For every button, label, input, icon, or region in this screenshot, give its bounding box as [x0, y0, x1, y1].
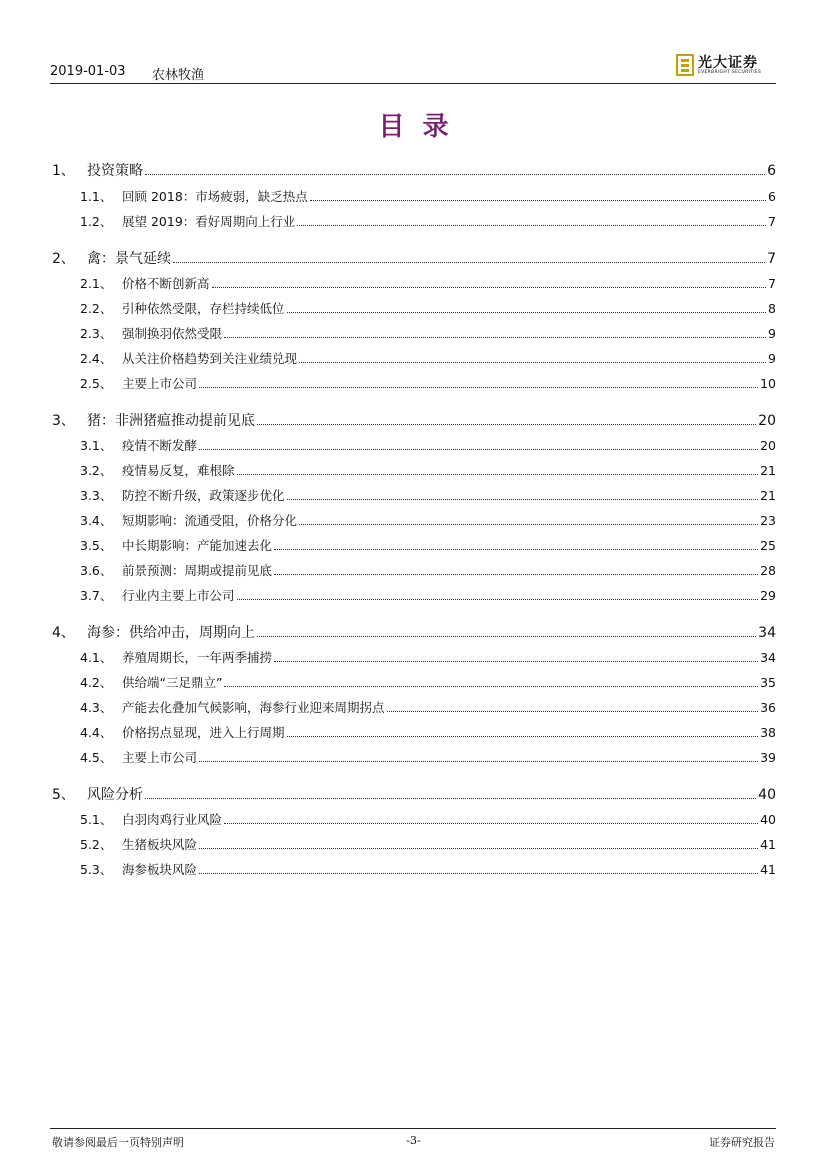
toc-subsection[interactable]: [80, 187, 776, 205]
everbright-logo: [676, 52, 776, 82]
toc-subsection[interactable]: [80, 810, 776, 828]
toc-entry-number: 4.2、: [80, 675, 113, 690]
everbright-logo-icon: [676, 54, 694, 76]
toc-leader-dots: [237, 474, 759, 475]
toc-entry-title: 疫情不断发酵: [122, 438, 198, 453]
toc-entry-page: 28: [760, 563, 776, 578]
toc-entry-number: 3.3、: [80, 488, 113, 503]
toc-leader-dots: [274, 549, 758, 550]
toc-entry-number: 2.4、: [80, 351, 113, 366]
toc-entry-number: 5.1、: [80, 812, 113, 827]
toc-entry-number: 5.3、: [80, 862, 113, 877]
toc-entry-number: 1.1、: [80, 189, 113, 204]
toc-entry-number: 3.1、: [80, 438, 113, 453]
toc-entry-title: 海参板块风险: [122, 862, 198, 877]
toc-entry-page: 20: [758, 413, 776, 429]
toc-entry-number: 2.2、: [80, 301, 113, 316]
toc-entry-title: 展望 2019：看好周期向上行业: [122, 214, 296, 229]
toc-subsection[interactable]: [80, 511, 776, 529]
logo-chinese-name: 光大证券: [698, 55, 758, 71]
toc-leader-dots: [145, 798, 756, 799]
toc-entry-title: 供给端“三足鼎立”: [122, 675, 223, 690]
toc-entry-title: 主要上市公司: [122, 750, 198, 765]
toc-entry-title: 疫情易反复，难根除: [122, 463, 235, 478]
toc-leader-dots: [224, 823, 758, 824]
toc-entry-title: 产能去化叠加气候影响，海参行业迎来周期拐点: [122, 700, 385, 715]
toc-leader-dots: [299, 524, 758, 525]
toc-entry-page: 21: [760, 463, 776, 478]
toc-leader-dots: [287, 499, 759, 500]
toc-entry-number: 5、: [52, 787, 75, 803]
page-header: [50, 55, 776, 84]
toc-leader-dots: [237, 599, 759, 600]
toc-entry-title: 价格拐点显现，进入上行周期: [122, 725, 285, 740]
toc-subsection[interactable]: [80, 835, 776, 853]
toc-subsection[interactable]: [80, 274, 776, 292]
toc-entry-page: 34: [760, 650, 776, 665]
toc-entry-number: 3.4、: [80, 513, 113, 528]
toc-entry-page: 29: [760, 588, 776, 603]
toc-leader-dots: [199, 761, 758, 762]
toc-entry-title: 投资策略: [87, 163, 143, 179]
toc-leader-dots: [199, 449, 758, 450]
toc-leader-dots: [287, 736, 759, 737]
toc-leader-dots: [287, 312, 767, 313]
footer-divider: [50, 1128, 776, 1129]
toc-subsection[interactable]: [80, 723, 776, 741]
toc-entry-title: 主要上市公司: [122, 376, 198, 391]
toc-section[interactable]: [52, 410, 776, 430]
toc-entry-page: 7: [767, 251, 776, 267]
header-divider: [50, 83, 776, 84]
toc-subsection[interactable]: [80, 673, 776, 691]
toc-section[interactable]: [52, 622, 776, 642]
toc-section[interactable]: [52, 248, 776, 268]
toc-entry-number: 1、: [52, 163, 75, 179]
footer-disclaimer: 敬请参阅最后一页特别声明: [52, 1136, 184, 1149]
logo-english-name: EVERBRIGHT SECURITIES: [698, 70, 762, 75]
toc-section[interactable]: [52, 784, 776, 804]
toc-entry-number: 3.6、: [80, 563, 113, 578]
report-sector: 农林牧渔: [152, 68, 205, 83]
toc-subsection[interactable]: [80, 586, 776, 604]
toc-entry-number: 3.5、: [80, 538, 113, 553]
toc-entry-number: 4.1、: [80, 650, 113, 665]
toc-leader-dots: [257, 424, 756, 425]
toc-subsection[interactable]: [80, 561, 776, 579]
toc-entry-page: 9: [768, 326, 776, 341]
toc-entry-page: 35: [760, 675, 776, 690]
toc-entry-number: 2.1、: [80, 276, 113, 291]
toc-entry-page: 40: [758, 787, 776, 803]
toc-entry-number: 3.2、: [80, 463, 113, 478]
toc-entry-title: 猪：非洲猪瘟推动提前见底: [87, 413, 255, 429]
toc-entry-page: 21: [760, 488, 776, 503]
toc-entry-page: 8: [768, 301, 776, 316]
toc-subsection[interactable]: [80, 486, 776, 504]
toc-entry-page: 9: [768, 351, 776, 366]
toc-entry-title: 前景预测：周期或提前见底: [122, 563, 273, 578]
toc-subsection[interactable]: [80, 648, 776, 666]
toc-entry-page: 7: [768, 214, 776, 229]
toc-leader-dots: [199, 848, 758, 849]
toc-title: 目录: [378, 112, 467, 142]
toc-entry-page: 36: [760, 700, 776, 715]
toc-entry-title: 禽：景气延续: [87, 251, 171, 267]
toc-entry-number: 2.5、: [80, 376, 113, 391]
toc-subsection[interactable]: [80, 324, 776, 342]
toc-entry-page: 23: [760, 513, 776, 528]
toc-entry-title: 生猪板块风险: [122, 837, 198, 852]
toc-entry-page: 38: [760, 725, 776, 740]
toc-subsection[interactable]: [80, 698, 776, 716]
toc-entry-title: 海参：供给冲击，周期向上: [87, 625, 255, 641]
toc-subsection[interactable]: [80, 748, 776, 766]
toc-entry-page: 41: [760, 862, 776, 877]
toc-entry-number: 5.2、: [80, 837, 113, 852]
toc-entry-number: 3.7、: [80, 588, 113, 603]
toc-entry-title: 养殖周期长，一年两季捕捞: [122, 650, 273, 665]
footer-report-type: 证券研究报告: [709, 1136, 775, 1149]
toc-leader-dots: [212, 287, 767, 288]
toc-leader-dots: [297, 225, 766, 226]
toc-entry-page: 34: [758, 625, 776, 641]
toc-entry-page: 25: [760, 538, 776, 553]
toc-leader-dots: [299, 362, 766, 363]
toc-entry-number: 1.2、: [80, 214, 113, 229]
toc-subsection[interactable]: [80, 536, 776, 554]
toc-entry-number: 4.3、: [80, 700, 113, 715]
toc-entry-page: 7: [768, 276, 776, 291]
toc-entry-title: 从关注价格趋势到关注业绩兑现: [122, 351, 298, 366]
toc-subsection[interactable]: [80, 374, 776, 392]
toc-entry-page: 39: [760, 750, 776, 765]
toc-leader-dots: [199, 387, 758, 388]
report-date: 2019-01-03: [50, 64, 126, 79]
toc-entry-number: 3、: [52, 413, 75, 429]
toc-entry-title: 风险分析: [87, 787, 143, 803]
toc-entry-page: 6: [767, 163, 776, 179]
toc-leader-dots: [274, 574, 758, 575]
toc-entry-page: 6: [768, 189, 776, 204]
toc-entry-title: 短期影响：流通受阻，价格分化: [122, 513, 298, 528]
toc-entry-title: 白羽肉鸡行业风险: [122, 812, 223, 827]
toc-leader-dots: [224, 686, 758, 687]
toc-entry-page: 20: [760, 438, 776, 453]
toc-entry-number: 4.4、: [80, 725, 113, 740]
toc-leader-dots: [310, 200, 766, 201]
toc-entry-title: 回顾 2018：市场疲弱，缺乏热点: [122, 189, 308, 204]
toc-leader-dots: [199, 873, 758, 874]
toc-leader-dots: [274, 661, 758, 662]
toc-subsection[interactable]: [80, 349, 776, 367]
toc-entry-number: 4.5、: [80, 750, 113, 765]
toc-entry-page: 40: [760, 812, 776, 827]
toc-entry-title: 价格不断创新高: [122, 276, 210, 291]
toc-entry-title: 中长期影响：产能加速去化: [122, 538, 273, 553]
toc-leader-dots: [387, 711, 759, 712]
toc-subsection[interactable]: [80, 212, 776, 230]
toc-entry-number: 4、: [52, 625, 75, 641]
toc-subsection[interactable]: [80, 461, 776, 479]
toc-leader-dots: [173, 262, 765, 263]
toc-leader-dots: [145, 174, 765, 175]
toc-entry-page: 41: [760, 837, 776, 852]
toc-section[interactable]: [52, 160, 776, 180]
toc-leader-dots: [257, 636, 756, 637]
toc-entry-title: 强制换羽依然受限: [122, 326, 223, 341]
toc-entry-page: 10: [760, 376, 776, 391]
toc-entry-title: 防控不断升级，政策逐步优化: [122, 488, 285, 503]
page-number: -3-: [406, 1134, 421, 1147]
toc-subsection[interactable]: [80, 436, 776, 454]
toc-entry-title: 引种依然受限，存栏持续低位: [122, 301, 285, 316]
toc-entry-number: 2.3、: [80, 326, 113, 341]
toc-subsection[interactable]: [80, 860, 776, 878]
toc-subsection[interactable]: [80, 299, 776, 317]
toc-leader-dots: [224, 337, 766, 338]
toc-entry-number: 2、: [52, 251, 75, 267]
toc-entry-title: 行业内主要上市公司: [122, 588, 235, 603]
